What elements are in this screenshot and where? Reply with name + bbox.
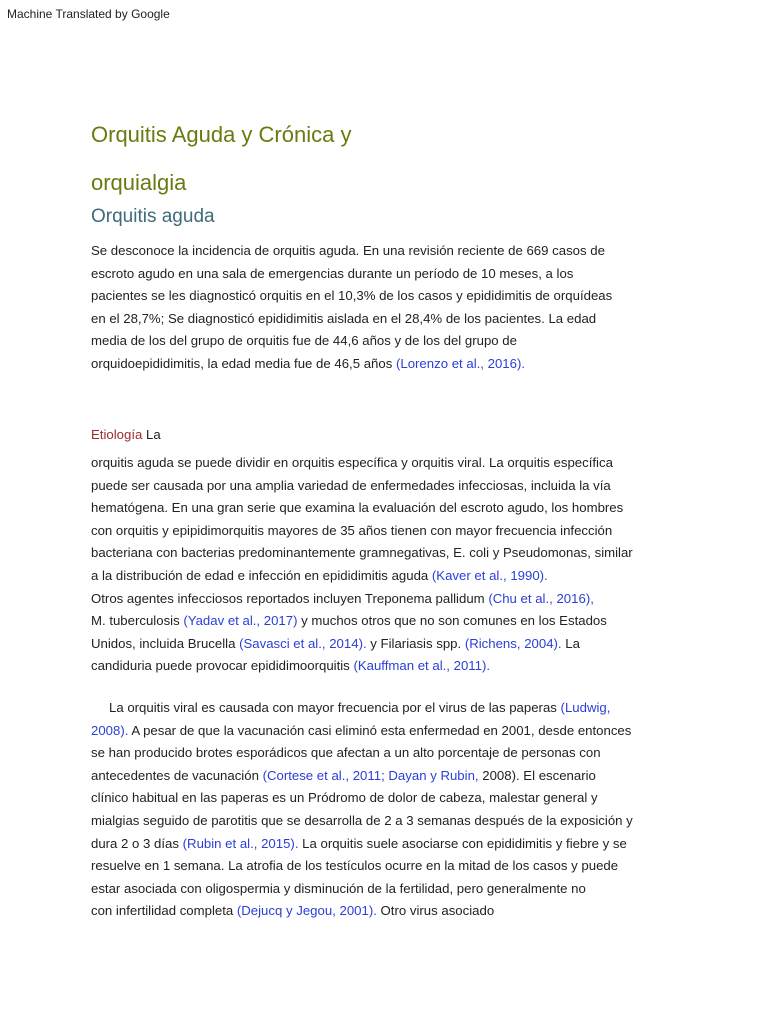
text-line: resuelve en 1 semana. La atrofia de los testículos ocurre en la mitad de los casos y puede (91, 858, 619, 874)
text-segment: M. tuberculosis (91, 613, 184, 629)
text-line: se han producido brotes esporádicos que afectan a un alto porcentaje de personas con (91, 745, 601, 761)
text-line: mialgias seguido de parotitis que se desarrolla de 2 a 3 semanas después de la exposición y (91, 812, 633, 828)
document-title-line-2: orquialgia (91, 170, 187, 195)
text-line (91, 588, 671, 611)
text-line: hematógena. En una gran serie que examina la evaluación del escroto agudo, los hombres (91, 500, 624, 516)
citation-link[interactable]: (Richens, 2004). (464, 635, 562, 651)
citation-link[interactable]: (Rubin et al., 2015). (182, 835, 299, 851)
text-segment: candiduria puede provocar epididimoorquitis (91, 658, 354, 674)
citation-link[interactable]: (Dejucq y Jegou, 2001). (236, 903, 377, 919)
text-segment: A pesar de que la vacunación casi eliminó esta enfermedad en 2001, desde entonces (128, 722, 632, 738)
text-segment: La (561, 635, 580, 651)
text-segment: La (142, 427, 161, 442)
text-line (91, 833, 671, 856)
citation-link[interactable]: (Kauffman et al., 2011). (353, 658, 491, 674)
text-segment: La orquitis suele asociarse con epididimitis y fiebre y se (298, 835, 627, 851)
text-segment: y Filariasis spp. (366, 635, 465, 651)
text-line (91, 610, 671, 633)
text-line: estar asociada con oligospermia y disminución de la fertilidad, pero generalmente no (91, 880, 586, 896)
text-line: con orquitis y epipidimorquitis mayores de 35 años tienen con mayor frecuencia infección (91, 522, 613, 538)
etiology-label: Etiología (91, 427, 143, 442)
paragraph-incidence (91, 240, 671, 376)
citation-link[interactable]: (Savasci et al., 2014). (239, 635, 367, 651)
text-segment: Unidos, incluida Brucella (91, 635, 240, 651)
text-line: media de los del grupo de orquitis fue de 44,6 años y de los del grupo de (91, 333, 517, 349)
text-line: escroto agudo en una sala de emergencias durante un período de 10 meses, a los (91, 265, 574, 281)
text-line (91, 900, 671, 923)
text-segment: antecedentes de vacunación (91, 767, 263, 783)
text-line (91, 633, 671, 656)
text-line: puede ser causada por una amplia variedad de enfermedades infecciosas, incluida la vía (91, 477, 611, 493)
machine-translated-label: Machine Translated by Google (7, 7, 170, 21)
text-segment: dura 2 o 3 días (91, 835, 183, 851)
citation-link[interactable]: (Ludwig, (560, 700, 611, 715)
text-segment: con infertilidad completa (91, 903, 237, 919)
text-line: Se desconoce la incidencia de orquitis aguda. En una revisión reciente de 669 casos de (91, 243, 605, 258)
text-segment: Otros agentes infecciosos reportados incluyen Treponema pallidum (91, 590, 489, 606)
etiology-heading (91, 424, 671, 447)
text-segment: Otro virus asociado (376, 903, 495, 919)
text-line: pacientes se les diagnosticó orquitis en el 10,3% de los casos y epididimitis de orquídeas (91, 288, 613, 304)
text-line: orquitis aguda se puede dividir en orquitis específica y orquitis viral. La orquitis específica (91, 455, 613, 470)
citation-link[interactable]: (Chu et al., 2016), (488, 590, 594, 606)
text-segment: y muchos otros que no son comunes en los Estados (297, 613, 607, 629)
text-line (91, 565, 671, 588)
paragraph-etiology (91, 452, 671, 678)
text-line (91, 765, 671, 788)
citation-link[interactable]: (Yadav et al., 2017) (183, 613, 298, 629)
text-line (91, 353, 671, 376)
citation-link[interactable]: (Cortese et al., 2011; Dayan y Rubin, (262, 767, 479, 783)
document-title-line-1: Orquitis Aguda y Crónica y (91, 122, 352, 147)
text-line (91, 720, 671, 743)
text-line (91, 697, 671, 720)
text-segment: a la distribución de edad e infección en epididimitis aguda (91, 567, 432, 583)
citation-link[interactable]: 2008). (91, 722, 129, 738)
text-line: en el 28,7%; Se diagnosticó epididimitis aislada en el 28,4% de los pacientes. La edad (91, 310, 597, 326)
section-heading-acute-orchitis: Orquitis aguda (91, 206, 215, 227)
text-segment: 2008). El escenario (478, 767, 596, 783)
text-segment: La orquitis viral es causada con mayor frecuencia por el virus de las paperas (109, 700, 561, 715)
text-line: clínico habitual en las paperas es un Pródromo de dolor de cabeza, malestar general y (91, 790, 598, 806)
text-line: bacteriana con bacterias predominantemente gramnegativas, E. coli y Pseudomonas, similar (91, 545, 633, 561)
paragraph-viral-orchitis (91, 697, 671, 923)
text-line (91, 655, 671, 678)
citation-link[interactable]: (Kaver et al., 1990). (431, 567, 548, 583)
text-segment: orquidoepididimitis, la edad media fue de 46,5 años (91, 355, 396, 371)
citation-link[interactable]: (Lorenzo et al., 2016). (395, 355, 526, 371)
